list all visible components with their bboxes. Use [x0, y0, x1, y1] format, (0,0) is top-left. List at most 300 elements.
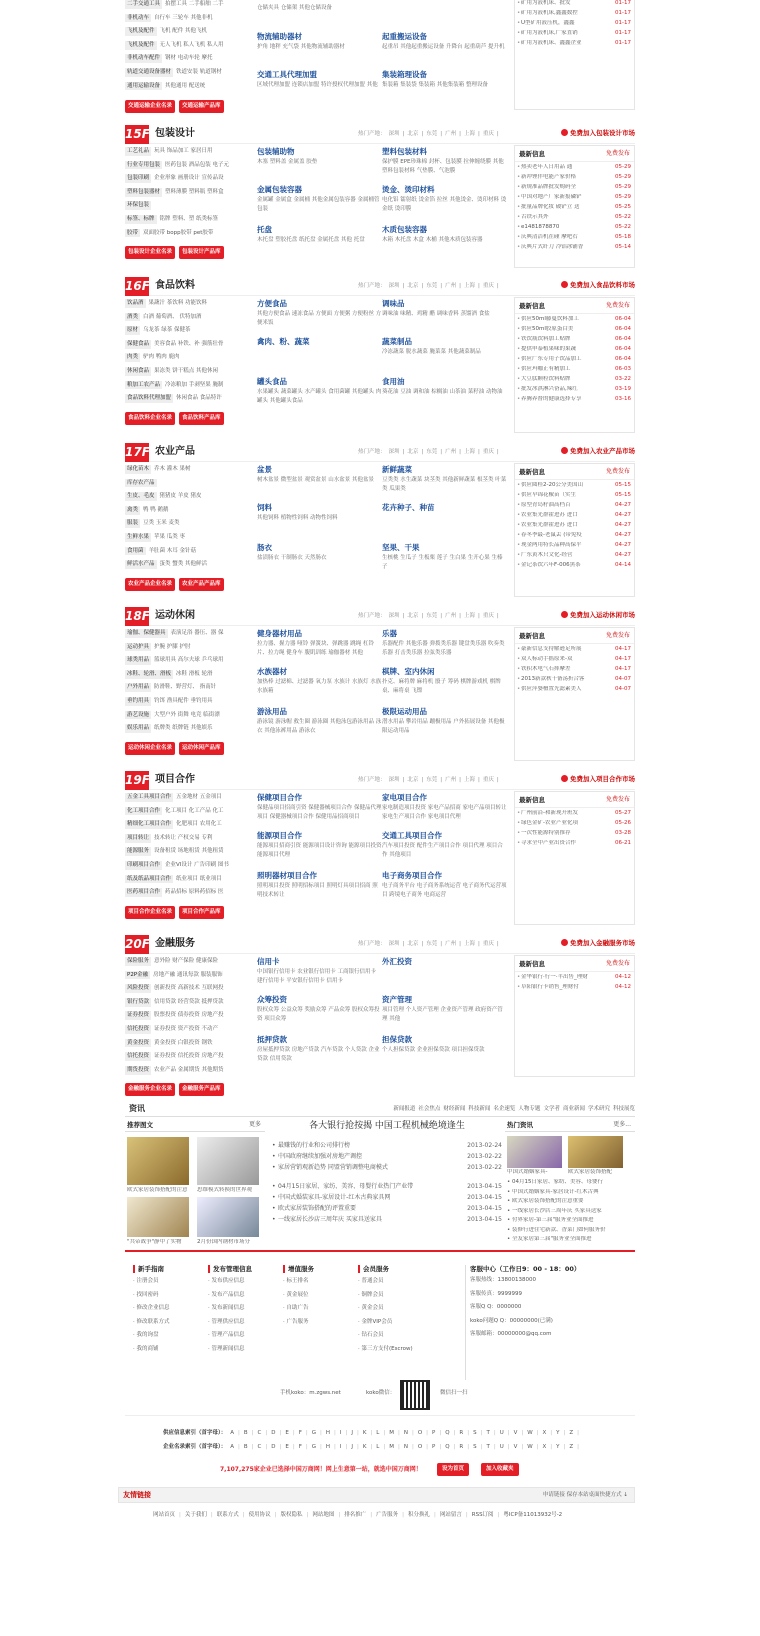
category-items[interactable]: 股权众筹 公益众筹 奖励众筹 产品众筹 股权众筹投资 项目众筹 — [257, 1007, 380, 1023]
index-letter[interactable]: A — [230, 1430, 235, 1436]
category-head[interactable]: 户外用品 — [127, 684, 150, 691]
category-head[interactable]: 游艺设施 — [127, 711, 150, 718]
news-thumb-image[interactable] — [127, 1137, 189, 1185]
category-items[interactable]: 个人担保贷款 企业担保贷款 项目担保贷款 — [382, 1047, 485, 1054]
thumb-caption[interactable]: 中国式婚姻家具- — [507, 1169, 548, 1175]
bottom-link[interactable]: 粤ICP备11013932号-2 — [503, 1512, 563, 1518]
subcategory-links[interactable]: 白酒 葡萄酒、 伏特加酒 — [143, 313, 202, 320]
subcategory-links[interactable]: 双面胶带 bopp胶带 pet胶带 — [143, 229, 214, 236]
index-letter[interactable]: D — [271, 1430, 276, 1436]
category-title[interactable]: 新鲜蔬菜 — [382, 465, 412, 474]
company-directory-button[interactable]: 项目合作企业名录 — [125, 906, 175, 919]
hot-place-link[interactable]: 北京 — [407, 941, 419, 947]
subcategory-links[interactable]: 企业VI设计 广告印刷 图书 — [165, 861, 229, 868]
category-items[interactable]: 项目管理 个人资产管理 企业资产管理 政府资产管理 其他 — [382, 1007, 503, 1023]
free-join-link[interactable] — [561, 611, 635, 619]
news-item[interactable] — [515, 214, 634, 224]
news-item[interactable]: • 全友家居第三届"服务业全面推进 — [507, 1236, 592, 1242]
category-head[interactable]: 轨道交通设备器材 — [127, 68, 172, 75]
index-letter[interactable]: M — [389, 1430, 394, 1436]
hot-place-link[interactable]: 重庆 — [482, 131, 494, 137]
index-letter[interactable]: R — [459, 1430, 464, 1436]
category-head[interactable]: 冰鞋、轮滑、滑板 — [127, 670, 172, 677]
news-item[interactable] — [515, 336, 634, 346]
category-head[interactable]: 精细化工项目合作 — [127, 821, 172, 828]
subcategory-links[interactable]: 证券投资 信托投资 房地产投 — [154, 1053, 224, 1060]
footer-link[interactable]: · 第三方支付(Escrow) — [358, 1345, 413, 1352]
product-library-button[interactable]: 包装设计产品库 — [179, 246, 224, 259]
bottom-link[interactable]: 积分换礼 — [408, 1512, 431, 1518]
category-head[interactable]: 肉类 — [127, 354, 139, 361]
subcategory-links[interactable]: 农业产品 金属期货 其他期货 — [154, 1066, 224, 1073]
index-letter[interactable]: O — [417, 1430, 423, 1436]
category-items[interactable]: 其他饲料 植物性饲料 动物性饲料 — [257, 515, 338, 522]
bottom-link[interactable]: 网站地图 — [312, 1512, 335, 1518]
index-letter[interactable]: W — [527, 1444, 533, 1450]
category-head[interactable]: 印刷项目合作 — [127, 861, 161, 868]
category-items[interactable]: 豆类类 水生蔬菜 块茎类 其他新鲜蔬菜 根茎类 叶菜类 瓜果类 — [382, 477, 507, 493]
category-head[interactable]: 库存农产品 — [127, 479, 155, 486]
news-item[interactable] — [515, 224, 634, 234]
subcategory-links[interactable]: 铭牌 塑料、塑 纸类标签 — [159, 215, 219, 222]
category-items[interactable]: 中国银行信用卡 农业银行信用卡 工商银行信用卡 建行信用卡 平安银行信用卡 信用卡 — [257, 969, 376, 985]
hot-place-link[interactable]: 东莞 — [426, 941, 438, 947]
news-item[interactable] — [515, 666, 634, 676]
news-item[interactable] — [515, 522, 634, 532]
subcategory-links[interactable]: 冰鞋 滑板 轮滑 — [176, 670, 213, 677]
news-item[interactable]: • 欧式家居装饰搭配的注意重要 — [507, 1198, 584, 1204]
category-title[interactable]: 家电项目合作 — [382, 793, 427, 802]
footer-link[interactable]: · 修改联系方式 — [133, 1318, 170, 1325]
footer-link[interactable]: · 标王排名 — [283, 1278, 309, 1285]
index-letter[interactable]: S — [473, 1430, 477, 1436]
subcategory-links[interactable]: 意外险 财产保险 健康保险 — [154, 958, 219, 964]
index-letter[interactable]: N — [403, 1444, 408, 1450]
news-item[interactable] — [515, 0, 634, 10]
category-head[interactable]: 期货投资 — [127, 1066, 150, 1073]
category-head[interactable]: 瑜伽、保健器具 — [127, 630, 166, 636]
footer-link[interactable]: · 黄金展位 — [283, 1291, 309, 1298]
hot-place-link[interactable]: 北京 — [407, 777, 419, 783]
free-post-link[interactable]: 免费发布 — [605, 796, 630, 803]
news-thumb-image[interactable] — [197, 1137, 259, 1185]
hot-place-link[interactable]: 东莞 — [426, 777, 438, 783]
category-items[interactable]: 照明项目投资 照明招标项目 照明灯具项目招商 照明技术转让 — [257, 883, 378, 899]
news-item[interactable] — [515, 234, 634, 244]
free-join-link[interactable] — [561, 447, 635, 455]
free-join-link[interactable] — [561, 775, 635, 783]
category-head[interactable]: 医药项目合作 — [127, 889, 161, 896]
category-head[interactable]: 非机动车配件 — [127, 55, 161, 62]
news-item[interactable] — [515, 10, 634, 20]
hot-place-link[interactable]: 上海 — [464, 449, 476, 455]
thumb-caption[interactable]: 思维模式转换的世界观 — [197, 1187, 253, 1193]
hot-place-link[interactable]: 深圳 — [388, 613, 400, 619]
subcategory-links[interactable]: 果冻类 饼干糕点 其他休闲 — [154, 367, 219, 374]
hot-place-link[interactable]: 广州 — [445, 131, 457, 137]
subcategory-links[interactable]: 果蔬汁 茶饮料 功能饮料 — [148, 300, 208, 306]
category-title[interactable]: 盆景 — [257, 465, 272, 474]
category-head[interactable]: 飞机及配件 — [127, 41, 155, 48]
index-letter[interactable]: F — [298, 1430, 302, 1436]
category-head[interactable]: 能源服务 — [127, 848, 150, 855]
add-favorite-button[interactable]: 加入收藏夹 — [481, 1463, 519, 1476]
bottom-link[interactable]: 广告服务 — [376, 1512, 399, 1518]
info-nav-link[interactable]: 商业新闻 — [562, 1106, 585, 1112]
index-letter[interactable]: W — [527, 1430, 533, 1436]
subcategory-links[interactable]: 证券投资 资产投资 不动产 — [154, 1025, 219, 1032]
category-items[interactable]: 潜水用品 攀岩用品 蹦极用品 户外拓展设备 其他极限运动用品 — [382, 719, 505, 735]
subcategory-links[interactable]: 医药包装 酒品包装 电子元 — [165, 161, 230, 168]
news-item[interactable] — [515, 820, 634, 830]
footer-link[interactable]: · 找回密码 — [133, 1291, 159, 1298]
subcategory-links[interactable]: 休闲食品 食品特许 — [176, 395, 222, 402]
bottom-link[interactable]: 网站首页 — [153, 1512, 176, 1518]
free-join-link[interactable] — [561, 281, 635, 289]
news-item[interactable] — [272, 1216, 502, 1227]
category-title[interactable]: 饲料 — [257, 503, 272, 512]
subcategory-links[interactable]: 化工项目 化工产品 化工 — [165, 807, 224, 814]
index-letter[interactable]: Z — [569, 1444, 574, 1450]
news-thumb-image[interactable] — [507, 1136, 562, 1168]
bottom-link[interactable]: 排名推广 — [344, 1512, 367, 1518]
category-head[interactable]: 食用菌 — [127, 547, 144, 554]
index-letter[interactable]: S — [473, 1444, 477, 1450]
category-head[interactable]: 酒类 — [127, 313, 139, 320]
free-post-link[interactable]: 免费发布 — [605, 150, 630, 157]
subcategory-links[interactable]: 钢材 电动车轮 摩托 — [165, 55, 213, 62]
bottom-link[interactable]: 版权隐私 — [280, 1512, 303, 1518]
news-item[interactable] — [515, 676, 634, 686]
news-item[interactable] — [515, 326, 634, 336]
subcategory-links[interactable]: 大型户外 街舞 电竞 临街漂 — [154, 711, 220, 718]
product-library-button[interactable]: 金融服务产品库 — [179, 1083, 224, 1096]
category-items[interactable]: 乐器配件 其他乐器 弹拨类乐器 键盘类乐器 吹奏类乐器 打击类乐器 拉弦类乐器 — [382, 641, 505, 657]
category-title[interactable]: 外汇投资 — [382, 957, 412, 966]
free-post-link[interactable]: 免费发布 — [605, 632, 630, 639]
category-title[interactable]: 担保贷款 — [382, 1035, 412, 1044]
news-item[interactable] — [515, 974, 634, 984]
thumb-caption[interactable]: 欧式家居装饰搭配 — [568, 1169, 613, 1175]
category-title[interactable]: 棋牌、室内休闲 — [382, 667, 435, 676]
subcategory-links[interactable]: 技术转让 产权交易 专利 — [154, 834, 213, 841]
category-head[interactable]: 鲜活水产品 — [127, 561, 155, 568]
news-item[interactable] — [515, 552, 634, 562]
subcategory-links[interactable]: 药品招标 原料药招标 医 — [165, 889, 224, 896]
hot-place-link[interactable]: 重庆 — [482, 283, 494, 289]
thumb-caption[interactable]: 2月份国内钢材市场分 — [197, 1239, 250, 1245]
news-item[interactable] — [515, 562, 634, 572]
hot-place-link[interactable]: 广州 — [445, 449, 457, 455]
index-letter[interactable]: U — [499, 1430, 504, 1436]
news-item[interactable]: • 一线家居长沙店三周年庆 买家具送家 — [507, 1207, 602, 1214]
index-letter[interactable]: P — [432, 1444, 436, 1450]
hot-place-link[interactable]: 深圳 — [388, 283, 400, 289]
subcategory-links[interactable]: 化肥项目 农用化工 — [176, 821, 222, 828]
index-letter[interactable]: U — [499, 1444, 504, 1450]
category-items[interactable]: 水果罐头 蔬菜罐头 水产罐头 食用菌罐 其他罐头 肉罐头 其他罐头食品 — [257, 389, 382, 405]
category-items[interactable]: 其他方便食品 速冻食品 方便面 方便粥 方便粉丝 方便米饭 — [257, 311, 382, 327]
subcategory-links[interactable]: 纸牌类 纸牌链 其他娱乐 — [154, 725, 213, 732]
category-items[interactable]: 游泳镜 游泳帽 救生圈 游泳圈 其他泳包游泳用品 泳衣 其他泳裤用品 游泳衣 — [257, 719, 382, 735]
category-items[interactable]: 生核桃 生瓜子 生板栗 莲子 生白果 生开心果 生榛子 — [382, 555, 503, 571]
news-item[interactable] — [272, 1194, 502, 1205]
category-head[interactable]: 银行贷款 — [127, 998, 150, 1005]
index-letter[interactable]: C — [257, 1430, 262, 1436]
footer-link[interactable]: · 我的询盘 — [133, 1332, 159, 1339]
category-title[interactable]: 塑料包装材料 — [382, 147, 427, 156]
footer-link[interactable]: · 黄金会员 — [358, 1305, 384, 1312]
hot-place-link[interactable]: 重庆 — [482, 777, 494, 783]
category-head[interactable]: 禽类 — [127, 506, 139, 513]
news-item[interactable] — [515, 830, 634, 840]
news-item[interactable] — [515, 656, 634, 666]
hot-place-link[interactable]: 上海 — [464, 941, 476, 947]
category-head[interactable]: 服装 — [127, 520, 139, 527]
category-title[interactable]: 包装辅助物 — [257, 147, 295, 156]
hot-place-link[interactable]: 北京 — [407, 613, 419, 619]
category-title[interactable]: 交通工具项目合作 — [382, 831, 442, 840]
category-items[interactable]: 保护膜 EPE珍珠棉 封杯、包装膜 拉伸缠绕膜 其他塑料包装材料 气垫膜、气泡膜 — [382, 159, 504, 175]
index-letter[interactable]: I — [339, 1430, 342, 1436]
index-letter[interactable]: L — [376, 1430, 380, 1436]
index-letter[interactable]: P — [432, 1430, 436, 1436]
subcategory-links[interactable]: 篮球用具 高尔夫球 乒乓球用 — [154, 657, 224, 664]
index-letter[interactable]: Y — [556, 1444, 560, 1450]
news-item[interactable] — [515, 482, 634, 492]
product-library-button[interactable]: 项目合作产品库 — [179, 906, 224, 919]
category-title[interactable]: 极限运动用品 — [382, 707, 427, 716]
hot-place-link[interactable]: 深圳 — [388, 941, 400, 947]
subcategory-links[interactable]: 纸业项目 纸业项目 — [176, 875, 222, 882]
news-item[interactable]: • 中国式婚姻家具-家居设计-红木古典 — [507, 1188, 599, 1195]
news-item[interactable] — [515, 542, 634, 552]
product-library-button[interactable]: 食品饮料产品库 — [179, 412, 224, 425]
info-nav-link[interactable]: 社会焦点 — [418, 1106, 441, 1112]
hot-place-link[interactable]: 深圳 — [388, 449, 400, 455]
subcategory-links[interactable]: 豆类 玉米 麦类 — [143, 520, 180, 527]
category-head[interactable]: 项目转让 — [127, 834, 150, 841]
category-items[interactable]: 扑克、麻将牌 麻将机 骰子 筹码 棋牌游戏机 棋牌桌、麻将桌 飞镖 — [382, 679, 501, 695]
category-head[interactable]: 信托投资 — [127, 1053, 150, 1060]
subcategory-links[interactable]: 猪猪皮 羊皮 猪皮 — [159, 493, 202, 500]
index-letter[interactable]: K — [362, 1430, 367, 1436]
hot-place-link[interactable]: 东莞 — [426, 283, 438, 289]
subcategory-links[interactable]: 黄金投资 白银投资 钢铁 — [154, 1039, 213, 1046]
info-nav-link[interactable]: 科技展览 — [612, 1106, 635, 1112]
news-item[interactable] — [515, 174, 634, 184]
category-items[interactable]: 能源项目招商引资 能源项目设计咨询 能源项目投资 能源项目代理 — [257, 843, 382, 859]
subcategory-links[interactable]: 其他通用 配送统 — [165, 82, 206, 89]
category-items[interactable]: 电化铝 镭射纸 烫金箔 拉丝 其他烫金、烫印材料 烫金纸 烫印膜 — [382, 197, 507, 213]
category-head[interactable]: 食品饮料代理加盟 — [127, 395, 172, 402]
footer-link[interactable]: · 管理新闻信息 — [208, 1345, 245, 1352]
category-head[interactable]: 非机动车 — [127, 14, 150, 21]
index-letter[interactable]: X — [542, 1444, 547, 1450]
index-letter[interactable]: D — [271, 1444, 276, 1450]
category-title[interactable]: 物流辅助器材 — [257, 32, 302, 41]
hot-place-link[interactable]: 上海 — [464, 613, 476, 619]
index-letter[interactable]: H — [325, 1430, 330, 1436]
category-title[interactable]: 照明器材项目合作 — [257, 871, 317, 880]
index-letter[interactable]: B — [243, 1430, 248, 1436]
footer-link[interactable]: · 发布新闻信息 — [208, 1305, 245, 1312]
floor-name[interactable]: 包装设计 — [155, 128, 195, 139]
subcategory-links[interactable]: 股票投资 债券投资 房地产投 — [154, 1012, 224, 1019]
set-home-button[interactable]: 设为首页 — [437, 1463, 469, 1476]
category-head[interactable]: 行业专用包装 — [127, 161, 161, 168]
category-head[interactable]: 纸及纸品项目合作 — [127, 875, 172, 882]
hot-place-link[interactable]: 东莞 — [426, 131, 438, 137]
hot-place-link[interactable]: 深圳 — [388, 131, 400, 137]
index-letter[interactable]: T — [486, 1444, 490, 1450]
hot-place-link[interactable]: 广州 — [445, 777, 457, 783]
news-item[interactable] — [515, 346, 634, 356]
hot-place-link[interactable]: 北京 — [407, 131, 419, 137]
index-letter[interactable]: N — [403, 1430, 408, 1436]
category-items[interactable]: 加热棒 过滤棉、过滤器 氧力泵 水族计 水族灯 水族 水族箱 — [257, 679, 382, 695]
news-item[interactable]: • 04月15日家居、家纺、美容、母婴行 — [507, 1179, 603, 1185]
news-thumb-image[interactable] — [127, 1197, 189, 1237]
index-letter[interactable]: M — [389, 1444, 394, 1450]
category-title[interactable]: 禽肉、粉、蔬菜 — [257, 337, 310, 346]
floor-name[interactable]: 项目合作 — [155, 774, 195, 785]
index-letter[interactable]: F — [298, 1444, 302, 1450]
news-item[interactable] — [272, 1142, 502, 1153]
subcategory-links[interactable]: 苹果 瓜类 枣 — [154, 533, 186, 540]
footer-link[interactable]: · 发布供应信息 — [208, 1278, 245, 1285]
category-title[interactable]: 烫金、烫印材料 — [382, 185, 435, 194]
category-head[interactable]: 娱乐用品 — [127, 725, 150, 732]
index-letter[interactable]: C — [257, 1444, 262, 1450]
category-title[interactable]: 众筹投资 — [257, 995, 287, 1004]
category-items[interactable]: 保健品项目招商引资 保健器械项目合作 保健品代理项目 保健器械项目合作 保健用品招商项目 — [257, 805, 382, 821]
news-item[interactable] — [515, 396, 634, 406]
category-head[interactable]: 粮加工农产品 — [127, 381, 161, 388]
subcategory-links[interactable]: 无人飞机 私人飞机 私人用 — [159, 41, 224, 48]
category-title[interactable]: 信用卡 — [257, 957, 280, 966]
subcategory-links[interactable]: 乔木 灌木 果树 — [154, 466, 191, 472]
index-letter[interactable]: B — [243, 1444, 248, 1450]
category-items[interactable]: 葵花油 豆油 调和油 棕榈油 山茶油 菜籽油 动物油 — [382, 389, 503, 396]
footer-link[interactable]: · 自助广告 — [283, 1305, 309, 1312]
hot-place-link[interactable]: 广州 — [445, 613, 457, 619]
free-join-link[interactable] — [561, 939, 635, 947]
index-letter[interactable]: Q — [445, 1444, 450, 1450]
subcategory-links[interactable]: 蛋类 蟹类 其他鲜活 — [159, 561, 208, 568]
subcategory-links[interactable]: 飞机 配件 其他飞机 — [159, 28, 208, 35]
news-item[interactable] — [515, 532, 634, 542]
index-letter[interactable]: E — [285, 1430, 289, 1436]
category-title[interactable]: 食用油 — [382, 377, 405, 386]
thumb-caption[interactable]: "共帝战争"静中了实物 — [127, 1239, 182, 1245]
subcategory-links[interactable]: 玩具 饰品加工 家居日用 — [154, 148, 213, 154]
footer-link[interactable]: · 金牌VIP会员 — [358, 1318, 393, 1325]
category-title[interactable]: 花卉种子、种苗 — [382, 503, 435, 512]
category-items[interactable]: 拉力器、握力器 哑铃 弹簧块、弹跳器 跳绳 杠铃片、拉力绳 健身车 腹肌训练 瑜伽器材 其他 — [257, 641, 374, 657]
category-title[interactable]: 水族器材 — [257, 667, 287, 676]
footer-link[interactable]: · 铜牌会员 — [358, 1291, 384, 1298]
index-letter[interactable]: G — [311, 1430, 316, 1436]
bottom-link[interactable]: 联系方式 — [216, 1512, 239, 1518]
category-title[interactable]: 健身器材用品 — [257, 629, 302, 638]
subcategory-links[interactable]: 护腕 护膝 护肘 — [154, 643, 191, 650]
category-items[interactable]: 房屋抵押贷款 房地产贷款 汽车贷款 个人贷款 企业贷款 信用贷款 — [257, 1047, 380, 1063]
bottom-link[interactable]: RSS订阅 — [471, 1512, 494, 1518]
category-head[interactable]: 原材 — [127, 327, 139, 334]
hot-place-link[interactable]: 东莞 — [426, 613, 438, 619]
subcategory-links[interactable]: 铁道安装 轨道钢材 — [176, 68, 222, 75]
category-head[interactable]: 饮品酒 — [127, 300, 144, 306]
subcategory-links[interactable]: 乌龙茶 绿茶 保健茶 — [143, 327, 191, 334]
index-letter[interactable]: Y — [556, 1430, 560, 1436]
free-post-link[interactable]: 免费发布 — [605, 302, 630, 309]
info-nav-link[interactable]: 文学者 — [543, 1106, 560, 1112]
hot-place-link[interactable]: 北京 — [407, 449, 419, 455]
category-items[interactable]: 金属罐 金属盒 金属桶 其他金属包装容器 金属桶管包装 — [257, 197, 380, 213]
category-title[interactable]: 电子商务项目合作 — [382, 871, 442, 880]
subcategory-links[interactable]: 创新投资 高新技术 互联网投 — [154, 985, 224, 992]
category-head[interactable]: 休闲食品 — [127, 367, 150, 374]
category-title[interactable]: 游泳用品 — [257, 707, 287, 716]
product-library-button[interactable]: 交通运输产品库 — [179, 100, 224, 113]
news-item[interactable] — [515, 840, 634, 850]
category-items[interactable]: 冷冻蔬菜 脱水蔬菜 腌菜菜 其他蔬菜制品 — [382, 349, 481, 356]
mobile-site[interactable]: 手机koko：m.zgws.net — [280, 1390, 341, 1396]
news-item[interactable] — [272, 1205, 502, 1216]
subcategory-links[interactable]: 自行车 三轮车 其他非机 — [154, 14, 213, 21]
category-head[interactable]: 标签、标牌 — [127, 215, 155, 222]
bottom-link[interactable]: 使用协议 — [248, 1512, 271, 1518]
hot-place-link[interactable]: 广州 — [445, 283, 457, 289]
news-item[interactable] — [515, 686, 634, 696]
news-item[interactable] — [515, 316, 634, 326]
category-items[interactable]: 电子商务平台 电子商务系统运营 电子商务代运营项目 跨境电子商务 电商运营 — [382, 883, 507, 899]
category-title[interactable]: 乐器 — [382, 629, 397, 638]
news-item[interactable] — [515, 512, 634, 522]
company-directory-button[interactable]: 运动休闲企业名录 — [125, 742, 175, 755]
category-head[interactable]: 生皮、毛皮 — [127, 493, 155, 500]
category-head[interactable]: 保健食品 — [127, 340, 150, 347]
news-item[interactable] — [515, 492, 634, 502]
category-title[interactable]: 集装箱理设备 — [382, 70, 427, 79]
index-letter[interactable]: T — [486, 1430, 490, 1436]
floor-name[interactable]: 金融服务 — [155, 938, 195, 949]
category-title[interactable]: 木质包装容器 — [382, 225, 427, 234]
news-item[interactable]: • 装修行进住宅新款、香菜门如何服务价 — [507, 1226, 606, 1233]
subcategory-links[interactable]: 冷冻粮加 手剥坚果 腌制 — [165, 381, 224, 388]
category-title[interactable]: 起重搬运设备 — [382, 32, 427, 41]
index-letter[interactable]: V — [513, 1430, 518, 1436]
index-letter[interactable]: J — [351, 1430, 353, 1436]
hot-place-link[interactable]: 重庆 — [482, 613, 494, 619]
footer-link[interactable]: · 广告服务 — [283, 1318, 309, 1325]
floor-name[interactable]: 运动休闲 — [155, 610, 195, 621]
news-item[interactable] — [515, 30, 634, 40]
free-join-link[interactable] — [561, 129, 635, 137]
subcategory-links[interactable]: 鸭 鸭 鹅鹅 — [143, 506, 169, 513]
floor-name[interactable]: 食品饮料 — [155, 280, 195, 291]
company-directory-button[interactable]: 食品饮料企业名录 — [125, 412, 175, 425]
category-title[interactable]: 托盘 — [257, 225, 272, 234]
category-head[interactable]: 黄金投资 — [127, 1039, 150, 1046]
info-nav-link[interactable]: 科技新闻 — [468, 1106, 491, 1112]
news-item[interactable] — [272, 1183, 502, 1194]
news-item[interactable] — [515, 386, 634, 396]
footer-link[interactable]: · 普通会员 — [358, 1278, 384, 1285]
hot-place-link[interactable]: 上海 — [464, 131, 476, 137]
info-nav-link[interactable]: 财经新闻 — [443, 1106, 466, 1112]
